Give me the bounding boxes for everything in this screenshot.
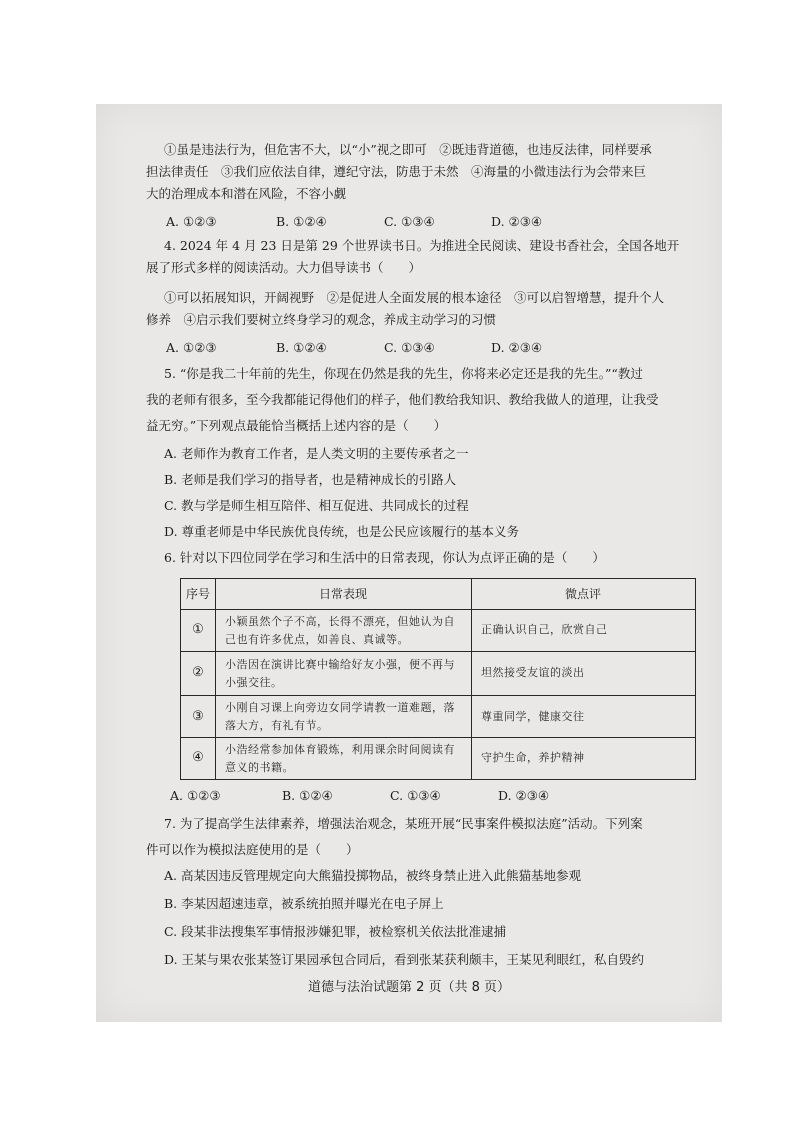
row-behavior: 小颖虽然个子不高，长得不漂亮，但她认为自己也有许多优点，如善良、真诚等。 [225,615,455,646]
table-row [181,651,695,696]
q4-option-c: C. ①③④ [384,340,435,355]
q3-line-2: 担法律责任 ③我们应依法自律，遵纪守法，防患于未然 ④海量的小微违法行为会带来巨 [146,164,647,179]
row-number: ② [192,665,204,680]
q3-option-d: D. ②③④ [491,214,543,229]
q4-stem-line-1: 4. 2024 年 4 月 23 日是第 29 个世界读书日。为推进全民阅读、建设书香社会，全国各地开 [164,238,680,253]
table-header-row [181,579,695,609]
q5-option-d: D. 尊重老师是中华民族优良传统，也是公民应该履行的基本义务 [164,524,520,539]
q5-stem-line-2: 我的老师有很多，至今我都能记得他们的样子，他们教给我知识、教给我做人的道理，让我受 [146,392,659,407]
q7-option-c: C. 段某非法搜集军事情报涉嫌犯罪，被检察机关依法批准逮捕 [164,924,507,939]
table-row [181,695,695,738]
q7-option-b: B. 李某因超速违章，被系统拍照并曝光在电子屏上 [164,896,444,911]
q5-stem-line-1: 5. “你是我二十年前的先生，你现在仍然是我的先生，你将来必定还是我的先生。”“教过 [164,366,643,381]
q6-option-a: A. ①②③ [170,788,221,803]
q6-option-b: B. ①②④ [282,788,333,803]
q7-option-d: D. 王某与果农张某签订果园承包合同后，看到张某获利颇丰，王某见利眼红，私自毁约 [164,952,645,967]
q3-line-3: 大的治理成本和潜在风险，不容小觑 [146,186,347,201]
q4-statements-line-2: 修养 ④启示我们要树立终身学习的观念，养成主动学习的习惯 [146,312,497,327]
q4-option-a: A. ①②③ [166,340,217,355]
q4-statements-line-1: ①可以拓展知识，开阔视野 ②是促进人全面发展的根本途径 ③可以启智增慧，提升个人 [164,290,665,305]
q7-option-a: A. 高某因违反管理规定向大熊猫投掷物品，被终身禁止进入此熊猫基地参观 [164,868,581,883]
row-comment: 正确认识自己，欣赏自己 [481,623,608,636]
q5-option-a: A. 老师作为教育工作者，是人类文明的主要传承者之一 [164,446,469,461]
q6-stem: 6. 针对以下四位同学在学习和生活中的日常表现，你认为点评正确的是（ ） [164,550,605,565]
row-comment: 坦然接受友谊的淡出 [481,666,585,679]
q7-stem-line-2: 件可以作为模拟法庭使用的是（ ） [146,842,359,857]
q5-option-c: C. 教与学是师生相互陪伴、相互促进、共同成长的过程 [164,498,469,513]
row-number: ① [192,622,204,637]
q3-line-1: ①虽是违法行为，但危害不大，以“小”视之即可 ②既违背道德，也违反法律，同样要承 [164,142,652,157]
q4-option-d: D. ②③④ [491,340,543,355]
q5-option-b: B. 老师是我们学习的指导者，也是精神成长的引路人 [164,472,457,487]
row-number: ④ [192,750,204,765]
table-row [181,609,695,652]
row-comment: 尊重同学，健康交往 [481,710,585,723]
q3-option-b: B. ①②④ [276,214,327,229]
q3-option-c: C. ①③④ [384,214,435,229]
page-footer: 道德与法治试题第 2 页（共 8 页） [307,980,511,995]
q6-table [180,578,696,780]
q7-stem-line-1: 7. 为了提高学生法律素养，增强法治观念，某班开展“民事案件模拟法庭”活动。下列案 [164,816,643,831]
row-behavior: 小刚自习课上向旁边女同学请教一道难题，落落大方，有礼有节。 [225,701,455,732]
q5-stem-line-3: 益无穷。”下列观点最能恰当概括上述内容的是（ ） [146,418,447,433]
row-behavior: 小浩经常参加体育锻炼，利用课余时间阅读有意义的书籍。 [225,743,455,774]
q6-option-d: D. ②③④ [498,788,550,803]
header-comment: 微点评 [564,587,601,601]
table-row [181,737,695,780]
q6-option-c: C. ①③④ [390,788,441,803]
row-behavior: 小浩因在演讲比赛中输给好友小强，便不再与小强交往。 [225,658,455,689]
exam-page [96,104,722,1022]
q3-option-a: A. ①②③ [166,214,217,229]
q4-option-b: B. ①②④ [276,340,327,355]
row-number: ③ [192,709,204,724]
header-behavior: 日常表现 [318,587,367,601]
row-comment: 守护生命，养护精神 [481,751,585,764]
q4-stem-line-2: 展了形式多样的阅读活动。大力倡导读书（ ） [146,260,422,275]
header-number: 序号 [185,587,210,601]
